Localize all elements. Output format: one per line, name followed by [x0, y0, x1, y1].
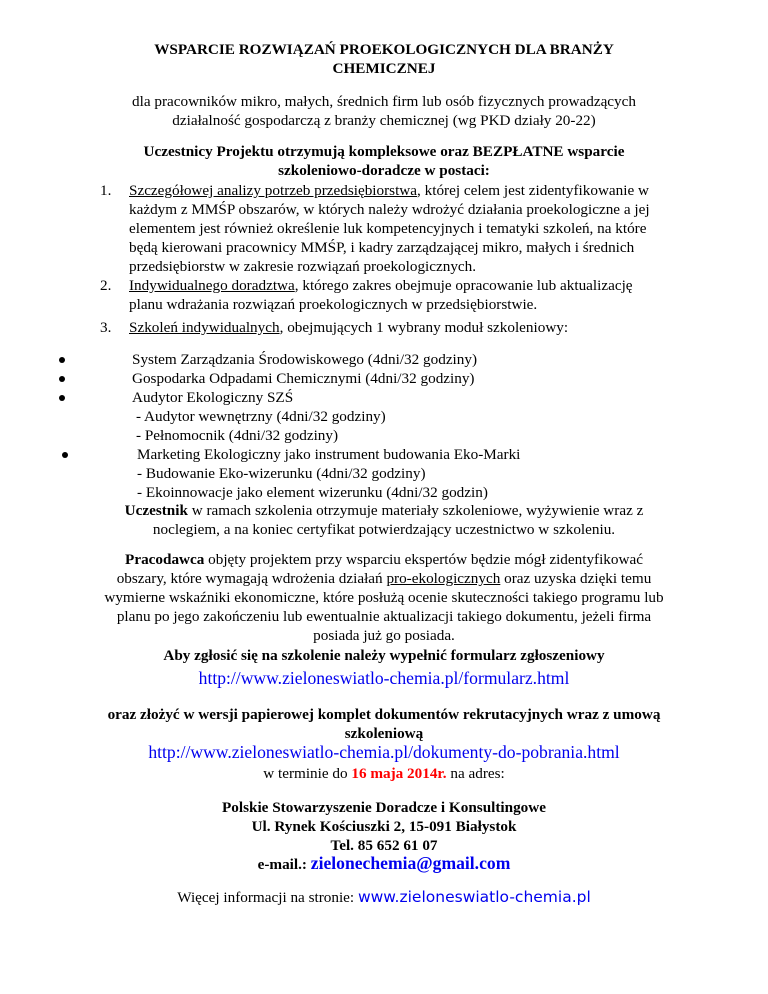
address-block	[60, 798, 708, 855]
item-line: każdym z MMŚP obszarów, w których należy wdrożyć działania proekologiczne a jej	[129, 201, 650, 218]
list-item: Audytor Ekologiczny SZŚ	[57, 388, 677, 407]
more-info-label: Więcej informacji na stronie:	[177, 889, 358, 906]
item-line: planu wdrażania rozwiązań proekologicznych w przedsiębiorstwie.	[129, 296, 538, 313]
item-lead: Szczegółowej analizy potrzeb przedsiębiorstwa	[129, 182, 418, 199]
subtitle-line-2: działalność gospodarczą z branży chemicznej (wg PKD działy 20-22)	[172, 112, 596, 129]
support-item-consulting	[100, 276, 660, 314]
list-item: System Zarządzania Środowiskowego (4dni/32 godziny)	[57, 350, 677, 369]
employer-label: Pracodawca	[125, 551, 205, 568]
item-rest: , którego zakres obejmuje opracowanie lub aktualizację	[294, 277, 633, 294]
documents-link-container	[40, 741, 728, 765]
item-lead: Szkoleń indywidualnych	[129, 319, 280, 336]
email-label: e-mail.:	[257, 856, 311, 873]
documents-text: oraz złożyć w wersji papierowej komplet dokumentów rekrutacyjnych wraz z umową szkoleniową	[107, 706, 661, 742]
bullet-icon	[59, 357, 65, 363]
deadline-date: 16 maja 2014r.	[351, 765, 447, 782]
item-line: przedsiębiorstw w zakresie rozwiązań proekologicznych.	[129, 258, 477, 275]
subtitle-line-1: dla pracowników mikro, małych, średnich firm lub osób fizycznych prowadzących	[132, 93, 636, 110]
participant-paragraph: Uczestnik w ramach szkolenia otrzymuje materiały szkoleniowe, wyżywienie wraz z noclegiem, a na koniec certyfikat potwierdzający uczestnictwo w szkoleniu.	[124, 502, 644, 538]
intro-line-1: Uczestnicy Projektu otrzymują kompleksowe oraz BEZPŁATNE wsparcie	[143, 143, 625, 160]
list-subitem: - Ekoinnowacje jako element wizerunku (4dni/32 godzin)	[137, 484, 488, 501]
title-line-1: WSPARCIE ROZWIĄZAŃ PROEKOLOGICZNYCH DLA BRANŻY	[154, 41, 614, 58]
deadline-text: w terminie do 16 maja 2014r. na adres:	[263, 765, 505, 782]
address-street: Ul. Rynek Kościuszki 2, 15-091 Białystok	[251, 818, 517, 835]
list-subitem: - Pełnomocnik (4dni/32 godziny)	[136, 427, 339, 444]
document-subtitle	[112, 92, 656, 130]
more-info-line	[60, 886, 708, 909]
intro-line-2: szkoleniowo-doradcze w postaci:	[278, 162, 490, 179]
website-link[interactable]: www.zieloneswiatlo-chemia.pl	[357, 888, 591, 906]
employer-paragraph: Pracodawca objęty projektem przy wsparciu ekspertów będzie mógł zidentyfikować obszary, które wymagają wdrożenia działań pro-ekologicznych oraz uzyska dzięki temu wymierne wskaźniki ekonomiczne, które posłużą ocenie skuteczności takiego programu lub planu po jego zakończeniu lub ewentualnie aktualizacji takiego dokumentu, jeżeli firma posiada już go posiada.	[104, 551, 664, 644]
email-line	[60, 852, 708, 876]
item-number: 3.	[100, 319, 112, 336]
list-item: Gospodarka Odpadami Chemicznymi (4dni/32 godziny)	[57, 369, 677, 388]
address-phone: Tel. 85 652 61 07	[330, 837, 438, 854]
training-modules-list	[57, 350, 677, 502]
support-item-analysis	[100, 181, 660, 276]
item-rest: , której celem jest zidentyfikowanie w	[417, 182, 649, 199]
list-item: Marketing Ekologiczny jako instrument budowania Eko-Marki	[57, 445, 677, 464]
form-link-container	[60, 667, 708, 691]
documents-link[interactable]: http://www.zieloneswiatlo-chemia.pl/dokumenty-do-pobrania.html	[148, 742, 620, 762]
email-link[interactable]: zielonechemia@gmail.com	[310, 853, 511, 873]
item-line: będą kierowani pracownicy MMŚP, i kadry zarządzającej mikro, małych i średnich	[129, 239, 635, 256]
bullet-icon	[59, 395, 65, 401]
item-number: 2.	[100, 277, 112, 294]
item-line: elementem jest również określenie luk kompetencyjnych i tematyki szkoleń, na które	[129, 220, 647, 237]
item-number: 1.	[100, 182, 112, 199]
bullet-icon	[62, 452, 68, 458]
address-org: Polskie Stowarzyszenie Doradcze i Konsultingowe	[222, 799, 546, 816]
support-intro	[120, 142, 648, 180]
item-lead: Indywidualnego doradztwa	[129, 277, 295, 294]
bullet-icon	[59, 376, 65, 382]
form-link[interactable]: http://www.zieloneswiatlo-chemia.pl/formularz.html	[198, 668, 570, 688]
support-item-training	[100, 318, 660, 337]
participant-label: Uczestnik	[124, 502, 188, 519]
title-line-2: CHEMICZNEJ	[332, 60, 436, 77]
apply-text: Aby zgłosić się na szkolenie należy wypełnić formularz zgłoszeniowy	[163, 647, 605, 664]
document-title	[120, 40, 648, 78]
item-rest: , obejmujących 1 wybrany moduł szkoleniowy:	[279, 319, 569, 336]
list-subitem: - Budowanie Eko-wizerunku (4dni/32 godziny)	[137, 465, 426, 482]
list-subitem: - Audytor wewnętrzny (4dni/32 godziny)	[136, 408, 386, 425]
